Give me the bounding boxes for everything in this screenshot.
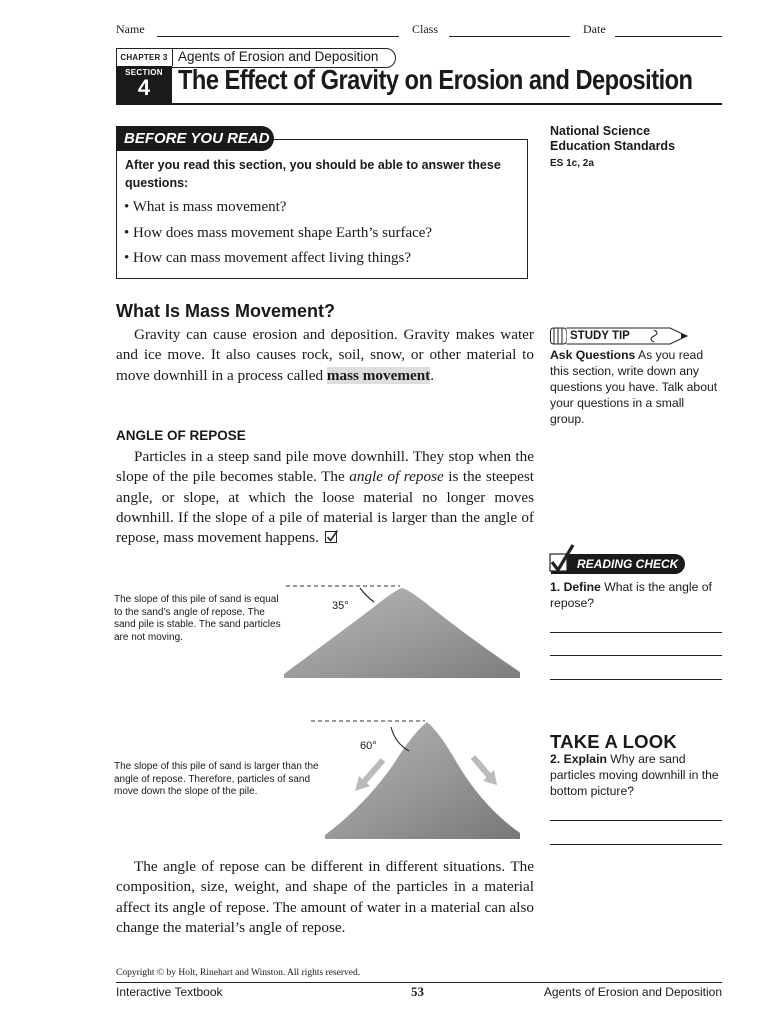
name-field[interactable] [157,36,399,37]
footer-rule [116,982,722,983]
rc-question: What is the angle of repose? [550,580,712,610]
figure1-caption: The slope of this pile of sand is equal to the sand’s angle of repose. The sand pile is stable. The sand particles are not moving. [114,594,281,643]
p2-text-b: is the steepest angle, or slope, at which the loose material no longer moves downhill. If the slope of a pile of material is larger than the angle of repose, mass movement happens. [116,468,534,547]
checkmark-icon [549,544,575,574]
figure1-angle: 35° [332,600,349,612]
stable-sand-pile-figure [270,580,530,695]
paragraph-mass-movement [116,325,534,386]
reading-check-answer-line-1[interactable] [550,632,722,633]
standards-title-line1: National Science [550,124,651,138]
tal-verb: Explain [563,752,607,766]
rc-number: 1. [550,580,561,594]
study-tip-label: STUDY TIP [570,330,630,342]
subheading-angle-of-repose: ANGLE OF REPOSE [116,428,246,443]
chapter-tag: CHAPTER 3 [116,48,173,66]
section-badge [116,66,172,104]
figure2-caption: The slope of this pile of sand is larger than the angle of repose. Therefore, particles of sand move down the slope of the pile. [114,761,319,797]
p2-text-a: Particles in a steep sand pile move downhill. They stop when the slope of the pile becomes stable. The [116,448,534,486]
title-rule [116,103,722,105]
section-label: SECTION [125,68,163,77]
reading-check-tab: READING CHECK [551,554,685,574]
chapter-title: Agents of Erosion and Deposition [178,49,379,64]
take-a-look-answer-line-2[interactable] [550,844,722,845]
class-label: Class [412,22,439,36]
p1-text: Gravity can cause erosion and deposition. Gravity makes water and ice move. It also causes rock, soil, snow, or other material to move downhill in a process called [116,326,534,384]
page-number: 53 [411,984,424,999]
take-a-look-question [550,751,722,799]
figure2-angle: 60° [360,740,377,752]
standards-title [550,124,675,154]
reading-check-question [550,579,722,611]
rc-verb: Define [563,580,601,594]
term-angle-of-repose: angle of repose [349,468,444,486]
reading-check-answer-line-2[interactable] [550,655,722,656]
name-label: Name [116,22,145,36]
class-field[interactable] [449,36,570,37]
standards-title-line2: Education Standards [550,139,676,153]
before-you-read-tab: BEFORE YOU READ [116,126,274,151]
downhill-arrow-right-icon [473,757,497,785]
study-tip-body: As you read this section, write down any questions you have. Talk about your questions in a small group. [550,348,718,426]
date-label: Date [583,22,606,36]
tal-number: 2. [550,752,561,766]
study-tip-title: Ask Questions [550,348,636,362]
section-number: 4 [137,75,151,100]
page-title: The Effect of Gravity on Erosion and Deposition [178,64,693,95]
footer-chapter-title: Agents of Erosion and Deposition [543,985,722,999]
footer-book-title: Interactive Textbook [116,985,223,999]
checkbox-icon [325,530,338,543]
paragraph-angle-variation [116,857,534,938]
tal-question: Why are sand particles moving downhill in the bottom picture? [550,752,719,798]
section-heading: What Is Mass Movement? [116,301,336,321]
reading-check-answer-line-3[interactable] [550,679,722,680]
byr-question-2: • How does mass movement shape Earth’s surface? [124,225,433,241]
take-a-look-heading: TAKE A LOOK [550,731,677,752]
p3-text: The angle of repose can be different in different situations. The composition, size, weight, and shape of the particles in a material affect its angle of repose. The amount of water in a material can also change the material’s angle of repose. [116,858,534,936]
date-field[interactable] [615,36,722,37]
byr-question-1: • What is mass movement? [124,199,287,215]
study-tip-text [550,347,722,427]
take-a-look-answer-line-1[interactable] [550,820,722,821]
copyright: Copyright © by Holt, Rinehart and Winston. All rights reserved. [116,968,361,978]
before-you-read-intro: After you read this section, you should be able to answer these questions: [125,158,501,190]
standards-code: ES 1c, 2a [550,158,594,169]
p1-end: . [430,366,435,384]
unstable-sand-pile-figure [305,715,530,845]
vocab-term-mass-movement: mass movement [326,366,431,384]
byr-question-3: • How can mass movement affect living things? [124,250,411,266]
paragraph-angle-of-repose [116,447,534,548]
